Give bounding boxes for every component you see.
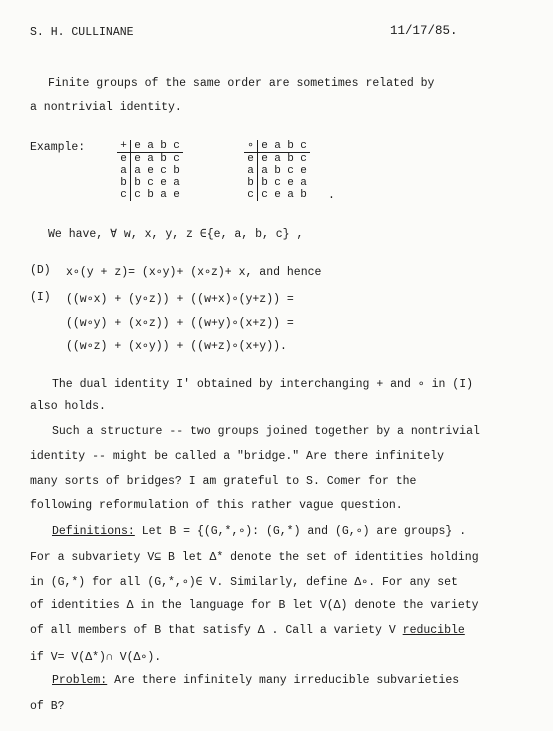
identity-i-label: (I): [30, 291, 51, 304]
table-header-cell: e: [131, 140, 145, 153]
problem-heading: Problem:: [52, 674, 108, 687]
table-op: +: [117, 140, 131, 153]
dual-line-2: also holds.: [30, 400, 106, 413]
table-row: a a e c b: [117, 165, 183, 177]
table-header-cell: b: [157, 140, 170, 153]
table-header-cell: b: [284, 140, 297, 153]
intro-line-1: Finite groups of the same order are sometimes related by: [48, 77, 435, 90]
problem-line-1: Problem: Are there infinitely many irreducible subvarieties: [52, 674, 460, 687]
definitions-line-6: if V= V(Δ*)∩ V(Δ∘).: [30, 651, 162, 664]
table-row: b b c e a: [117, 177, 183, 189]
reducible-term: reducible: [402, 624, 465, 637]
dual-line-1: The dual identity I' obtained by interchanging + and ∘ in (I): [52, 378, 473, 391]
quantifier-line: We have, ∀ w, x, y, z ∈{e, a, b, c} ,: [48, 228, 304, 241]
table-row: e e a b c: [117, 153, 183, 166]
definitions-heading: Definitions:: [52, 525, 135, 538]
definitions-line-2: For a subvariety V⊆ B let Δ* denote the set of identities holding: [30, 551, 479, 564]
table-header-cell: e: [258, 140, 272, 153]
identity-d-label: (D): [30, 264, 51, 277]
identity-i-line-1: ((w∘x) + (y∘z)) + ((w+x)∘(y+z)) =: [66, 293, 294, 306]
table-row: a a b c e: [244, 165, 310, 177]
definitions-set-b: Let B = {(G,*,∘): (G,*) and (G,∘) are groups} .: [141, 525, 467, 538]
bridge-line-3: many sorts of bridges? I am grateful to S. Comer for the: [30, 475, 417, 488]
table-header-cell: a: [271, 140, 284, 153]
table-op: ∘: [244, 140, 258, 153]
document-date: 11/17/85.: [390, 24, 458, 38]
group-table-circ: [244, 140, 310, 201]
problem-line-2: of B?: [30, 700, 65, 713]
table-header-cell: c: [170, 140, 183, 153]
author-name: S. H. CULLINANE: [30, 26, 134, 39]
bridge-line-1: Such a structure -- two groups joined together by a nontrivial: [52, 425, 480, 438]
table-trailing-period: .: [328, 189, 335, 202]
identity-d: x∘(y + z)= (x∘y)+ (x∘z)+ x, and hence: [66, 266, 322, 279]
example-label: Example:: [30, 141, 86, 154]
table-row: b b c e a: [244, 177, 310, 189]
definitions-line-1: [52, 523, 466, 538]
group-table-plus: [117, 140, 183, 201]
table-header-cell: c: [297, 140, 310, 153]
definitions-line-5: of all members of B that satisfy Δ . Call a variety V reducible: [30, 624, 465, 637]
identity-i-line-3: ((w∘z) + (x∘y)) + ((w+z)∘(x+y)).: [66, 340, 287, 353]
bridge-line-2: identity -- might be called a "bridge." Are there infinitely: [30, 450, 445, 463]
table-row: c c b a e: [117, 189, 183, 201]
intro-line-2: a nontrivial identity.: [30, 101, 182, 114]
definitions-line-4: of identities Δ in the language for B let V(Δ) denote the variety: [30, 599, 479, 612]
definitions-line-3: in (G,*) for all (G,*,∘)∈ V. Similarly, define Δ∘. For any set: [30, 576, 458, 589]
table-row: c c e a b: [244, 189, 310, 201]
bridge-line-4: following reformulation of this rather vague question.: [30, 499, 403, 512]
table-header-cell: a: [144, 140, 157, 153]
table-row: e e a b c: [244, 153, 310, 166]
identity-i-line-2: ((w∘y) + (x∘z)) + ((w+y)∘(x+z)) =: [66, 317, 294, 330]
